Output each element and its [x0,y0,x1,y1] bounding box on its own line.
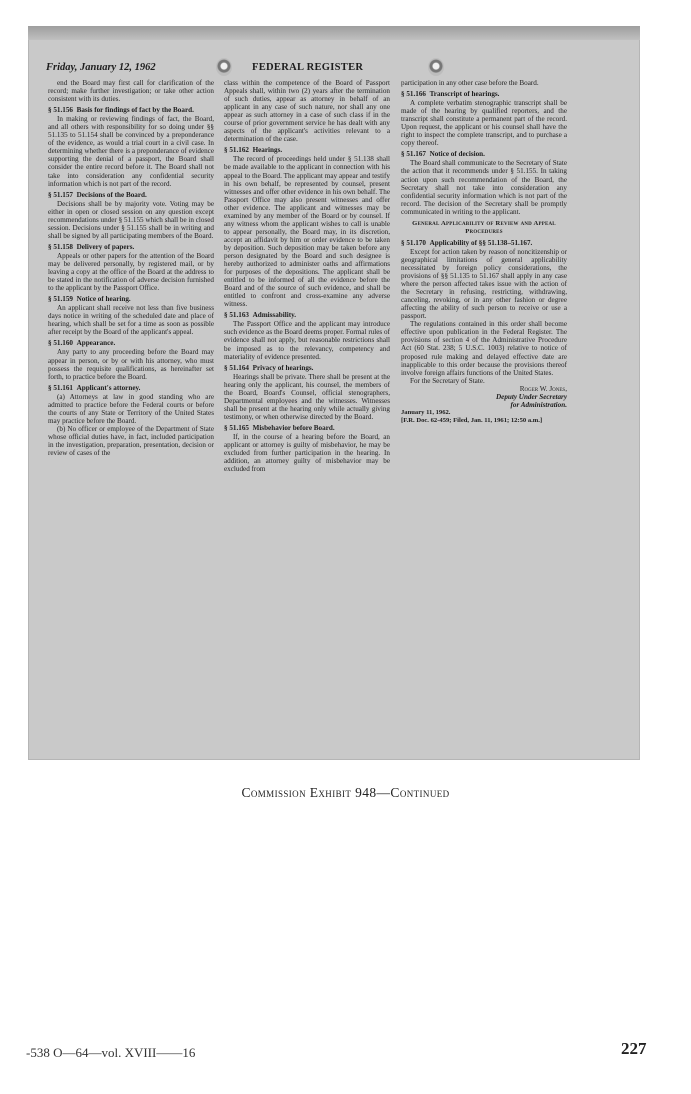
paragraph: If, in the course of a hearing before the Board, an applicant or attorney is guilty of misbehavior, he may be excluded from further participation in the hearing. In addition, an attorney guilty of misbehavior may be excluded from [224,432,390,474]
section-heading [401,90,567,98]
section-title: Applicability of §§ 51.138–51.167. [429,238,533,247]
section-heading [48,384,214,392]
paragraph: (a) Attorneys at law in good standing who are admitted to practice before the Federal courts or before the courts of any State or Territory of the United States may practice before the Board. [48,392,214,425]
paragraph: The Board shall communicate to the Secretary of State the action that it recommends under § 51.155. In taking action upon such recommendation of the Board, the Secretary shall not take into consideration any confidential security information which is not part of the record. The decision of the Secretary shall be promptly communicated in writing to the applicant. [401,159,567,216]
paragraph: end the Board may first call for clarification of the record; make further investigation; or take other action consistent with its duties. [48,79,214,104]
paragraph: Any party to any proceeding before the Board may appear in person, or by or with his attorney, who must possess the requisite qualifications, as hereinafter set forth, to practice before the Board. [48,348,214,381]
section-heading [48,295,214,303]
section-number: § 51.156 [48,106,73,115]
paragraph: Decisions shall be by majority vote. Voting may be either in open or closed session on any question except recommendations under § 51.155 which shall be in closed session. Decisions under § 51.155 shall be in writing and shall be signed by all participating members of the Board. [48,199,214,240]
section-number: § 51.166 [401,90,426,99]
paragraph: Hearings shall be private. There shall be present at the hearing only the applicant, his counsel, the members of the Board, Board's Counsel, official stenographers, Departmental employees and the witnesses. Witnesses shall be present at the hearing only while actually giving testimony, or when otherwise directed by the Board. [224,372,390,421]
section-title: Applicant's attorney. [76,383,141,392]
section-number: § 51.167 [401,150,426,159]
section-title: Appearance. [76,339,116,348]
section-number: § 51.158 [48,242,73,251]
header-journal: FEDERAL REGISTER [252,62,364,73]
filing-note: January 11, 1962. [401,408,451,416]
paragraph: (b) No officer or employee of the Department of State whose official duties have, in fact, included participation in the investigation, preparation, presentation, decision or review of cases of the [48,424,214,458]
paragraph: The Passport Office and the applicant may introduce such evidence as the Board deems proper. Formal rules of evidence shall not apply, but reasonable restrictions shall be imposed as to the relevancy, competency and materiality of evidence presented. [224,320,390,361]
section-title: Transcript of hearings. [429,90,500,99]
section-heading [48,243,214,251]
section-heading [224,311,390,319]
section-title: Privacy of hearings. [252,363,314,372]
paragraph: class within the competence of the Board of Passport Appeals shall, within two (2) years after the termination of such duties, appear as attorney in behalf of an applicant in any case of such nature, nor shall any one appear as such attorney in a case of such class if in the course of prior government service he has dealt with any aspects of the applicant's activities relevant to a determination of the case. [224,79,390,144]
section-number: § 51.157 [48,190,73,199]
section-number: § 51.159 [48,295,73,304]
section-heading [401,239,567,247]
section-number: § 51.164 [224,363,249,372]
section-heading [224,424,390,432]
paragraph: A complete verbatim stenographic transcript shall be made of the hearing by qualified reporters, and the transcript shall constitute a permanent part of the record. Upon request, the applicant or his counsel shall have the right to inspect the complete transcript, and to purchase a copy thereof. [401,99,567,148]
section-number: § 51.170 [401,238,426,247]
paragraph: In making or reviewing findings of fact, the Board, and all others with responsibility for so doing under §§ 51.135 to 51.154 shall be convinced by a preponderance of the evidence, as would a trial court in a civil case. In determining whether there is a preponderance of evidence supporting the denial of a passport, the Board shall consider the entire record before it. The Board shall not take into consideration any confidential security information which is not part of the record. [48,115,214,188]
section-title: Admissability. [252,311,297,320]
text-column-2 [224,79,390,473]
section-heading [48,191,214,199]
section-title: Delivery of papers. [76,242,135,251]
part-heading: General Applicability of Review and Appeal Procedures [412,219,556,235]
section-number: § 51.160 [48,339,73,348]
section-title: Basis for findings of fact by the Board. [76,106,194,115]
paragraph: participation in any other case before the Board. [401,79,539,87]
section-number: § 51.161 [48,383,73,392]
section-heading [224,146,390,154]
paragraph: The regulations contained in this order shall become effective upon publication in the Federal Register. The provisions of section 4 of the Administrative Procedure Act (60 Stat. 238; 5 U.S.C. 1003) relative to notice of proposed rule making and delayed effective date are inapplicable to this order because the provisions thereof involve foreign affairs functions of the United States. [401,320,567,377]
section-title: Misbehavior before Board. [252,423,335,432]
page-number: 227 [621,1039,647,1058]
signature-title: for Administration. [510,400,567,409]
section-number: § 51.162 [224,146,249,155]
photostat-top-edge [28,26,640,40]
paragraph: An applicant shall receive not less than five business days notice in writing of the scheduled date and place of hearing, which shall be set for a time as soon as possible after receipt by the Board of the applicant's appeal. [48,304,214,337]
section-title: Hearings. [252,146,283,155]
signature-name: Roger W. Jones, [519,384,567,393]
section-number: § 51.165 [224,423,249,432]
text-column-1 [48,79,214,457]
section-number: § 51.163 [224,311,249,320]
filing-note: [F.R. Doc. 62-459; Filed, Jan. 11, 1961; 12:50 a.m.] [401,416,543,424]
section-title: Notice of decision. [429,150,485,159]
section-heading [48,339,214,347]
section-title: Decisions of the Board. [76,190,147,199]
section-heading [224,364,390,372]
signature-title: Deputy Under Secretary [496,392,567,401]
section-title: Notice of hearing. [76,295,131,304]
text-column-3 [401,79,567,425]
paragraph: Except for action taken by reason of noncitizenship or geographical limitations of general applicability necessitated by foreign policy considerations, the provisions of §§ 51.135 to 51.167 shall apply in any case where the person affected takes issue with the action of the Secretary in refusing, restricting, withdrawing, canceling, revoking, or in any other fashion or degree affecting the ability of such person to receive or use a passport. [401,247,567,321]
paragraph: Appeals or other papers for the attention of the Board may be delivered personally, by registered mail, or by leaving a copy at the office of the Board at the address to be stated in the notification of adverse decision furnished to the applicant by the Passport Office. [48,251,214,293]
paragraph: For the Secretary of State. [410,376,485,385]
paragraph: The record of proceedings held under § 51.138 shall be made available to the applicant in connection with his appeal to the Board. The applicant may appear and testify in his own behalf, be represented by counsel, present witnesses and offer other evidence in his own behalf. The Passport Office may also present witnesses and offer other evidence. The applicant and witnesses may be examined by any member of the Board or by counsel. If any witness whom the applicant wishes to call is unable to appear personally, the Board may, in its discretion, accept an affidavit by him or order evidence to be taken by deposition. Such deposition may be taken before any person designated by the Board and such designee is hereby authorized to administer oaths and affirmations for purposes of the depositions. The applicant shall be entitled to be informed of all the evidence before the Board and of the source of such evidence, and shall be entitled to confront and cross-examine any adverse witness. [224,155,390,309]
section-heading [48,106,214,114]
header-date: Friday, January 12, 1962 [46,62,156,73]
running-header [46,62,586,76]
exhibit-caption: Commission Exhibit 948—Continued [241,785,450,800]
footer-print-code: -538 O—64—vol. XVIII——16 [26,1045,196,1060]
section-heading [401,150,567,158]
